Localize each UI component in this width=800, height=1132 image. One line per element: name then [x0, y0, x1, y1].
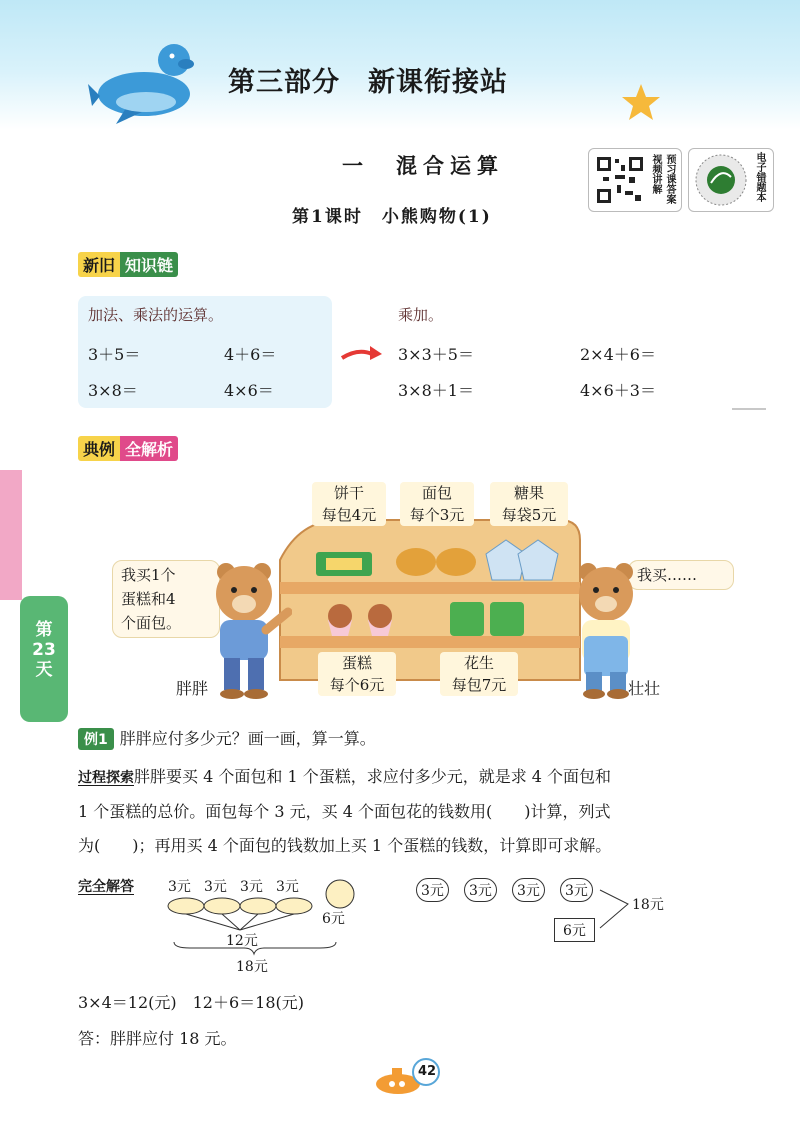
name-pangpang: 胖胖 [176, 679, 209, 698]
item-price: 每袋5元 [501, 506, 557, 524]
error-book-qr-icon [693, 153, 749, 207]
cake-box: 6元 [554, 918, 595, 942]
day-tab-line1: 第 [35, 620, 53, 640]
item-price: 每个6元 [329, 676, 385, 694]
item-name: 花生 [463, 654, 494, 672]
total-label: 18元 [236, 959, 268, 975]
cake-label: 6元 [322, 911, 345, 927]
day-tab [20, 596, 68, 722]
solution-label: 完全解答 [78, 879, 134, 895]
bear-pangpang-icon [196, 560, 292, 700]
price-label-candy [490, 482, 568, 526]
eq-left-3: 3×8＝ [88, 381, 138, 400]
item-name: 面包 [421, 484, 452, 502]
coin-4: 3元 [560, 878, 593, 902]
speech-line: 个面包。 [121, 614, 182, 632]
eq-right-1: 3×3＋5＝ [398, 345, 474, 364]
unit-title: 一 混合运算 [342, 153, 504, 178]
explore-line-1 [78, 760, 778, 795]
subtotal-label: 12元 [226, 933, 258, 949]
price-label-bread [400, 482, 474, 526]
example1-badge: 例1 [78, 728, 114, 750]
item-price: 每包4元 [321, 506, 377, 524]
coin-1: 3元 [416, 878, 449, 902]
speech-line: 我买1个 [121, 566, 176, 584]
tag-a: 新旧 [78, 252, 120, 277]
day-tab-line3: 天 [35, 660, 53, 680]
explore-text: 胖胖要买 4 个面包和 1 个蛋糕，求应付多少元，就是求 4 个面包和 [134, 767, 612, 786]
unit-label-2: 3元 [204, 879, 227, 895]
tag-example-analysis [78, 436, 178, 460]
eq-left-2: 4＋6＝ [224, 345, 277, 364]
qr-code-icon [595, 155, 645, 205]
seal-icon [86, 36, 206, 128]
right-total-label: 18元 [632, 897, 664, 913]
price-label-cookie [312, 482, 386, 526]
side-color-strip [0, 470, 22, 600]
answer: 答：胖胖应付 18 元。 [78, 1029, 237, 1048]
price-label-peanut [440, 652, 518, 696]
unit-label-4: 3元 [276, 879, 299, 895]
tag-a: 典例 [78, 436, 120, 461]
item-price: 每包7元 [451, 676, 507, 694]
speech-line: 蛋糕和4 [121, 590, 176, 608]
page-number: 42 [418, 1064, 437, 1079]
qr-error-label: 电子错题本 [754, 152, 765, 202]
item-name: 糖果 [513, 484, 544, 502]
knowledge-box [78, 296, 332, 408]
equations: 3×4＝12(元) 12＋6＝18(元) [78, 993, 304, 1012]
tag-b: 全解析 [120, 436, 178, 461]
eq-right-3: 3×8＋1＝ [398, 381, 474, 400]
qr-card-errors[interactable] [688, 148, 774, 212]
starfish-icon [620, 82, 662, 122]
arrow-right-icon [338, 340, 384, 366]
explore-line-3: 为( )；再用买 4 个面包的钱数加上买 1 个蛋糕的钱数，计算即可求解。 [78, 836, 612, 855]
coin-2: 3元 [464, 878, 497, 902]
explore-section [78, 760, 778, 863]
item-price: 每个3元 [409, 506, 465, 524]
knowledge-right-heading: 乘加。 [398, 306, 444, 324]
eq-right-2: 2×4＋6＝ [580, 345, 656, 364]
day-tab-line2: 23 [32, 640, 56, 660]
explore-line-2: 1 个蛋糕的总价。面包每个 3 元，买 4 个面包花的钱数用( )计算，列式 [78, 802, 611, 821]
lesson-title: 第1课时 小熊购物(1) [292, 207, 492, 227]
example1-question: 胖胖应付多少元？画一画，算一算。 [119, 729, 376, 748]
example1-question-row [78, 722, 376, 756]
eq-right-4: 4×6＋3＝ [580, 381, 656, 400]
qr-video-label: 视频讲解 [650, 154, 661, 194]
eq-left-1: 3＋5＝ [88, 345, 141, 364]
knowledge-left-heading: 加法、乘法的运算。 [88, 306, 224, 324]
unit-label-3: 3元 [240, 879, 263, 895]
unit-label-1: 3元 [168, 879, 191, 895]
banner-title: 第三部分 新课衔接站 [228, 67, 508, 98]
item-name: 蛋糕 [341, 654, 372, 672]
tag-b: 知识链 [120, 252, 178, 277]
eq-left-4: 4×6＝ [224, 381, 274, 400]
qr-card-video[interactable] [588, 148, 682, 212]
divider [732, 408, 766, 410]
item-name: 饼干 [333, 484, 364, 502]
name-zhuangzhuang: 壮壮 [628, 679, 661, 698]
coin-3: 3元 [512, 878, 545, 902]
qr-preview-label: 预习课答案 [664, 154, 675, 204]
price-label-cake [318, 652, 396, 696]
explore-label: 过程探索 [78, 770, 134, 786]
speech-bubble-zhuangzhuang: 我买…… [628, 560, 734, 590]
tag-knowledge-chain [78, 252, 178, 276]
